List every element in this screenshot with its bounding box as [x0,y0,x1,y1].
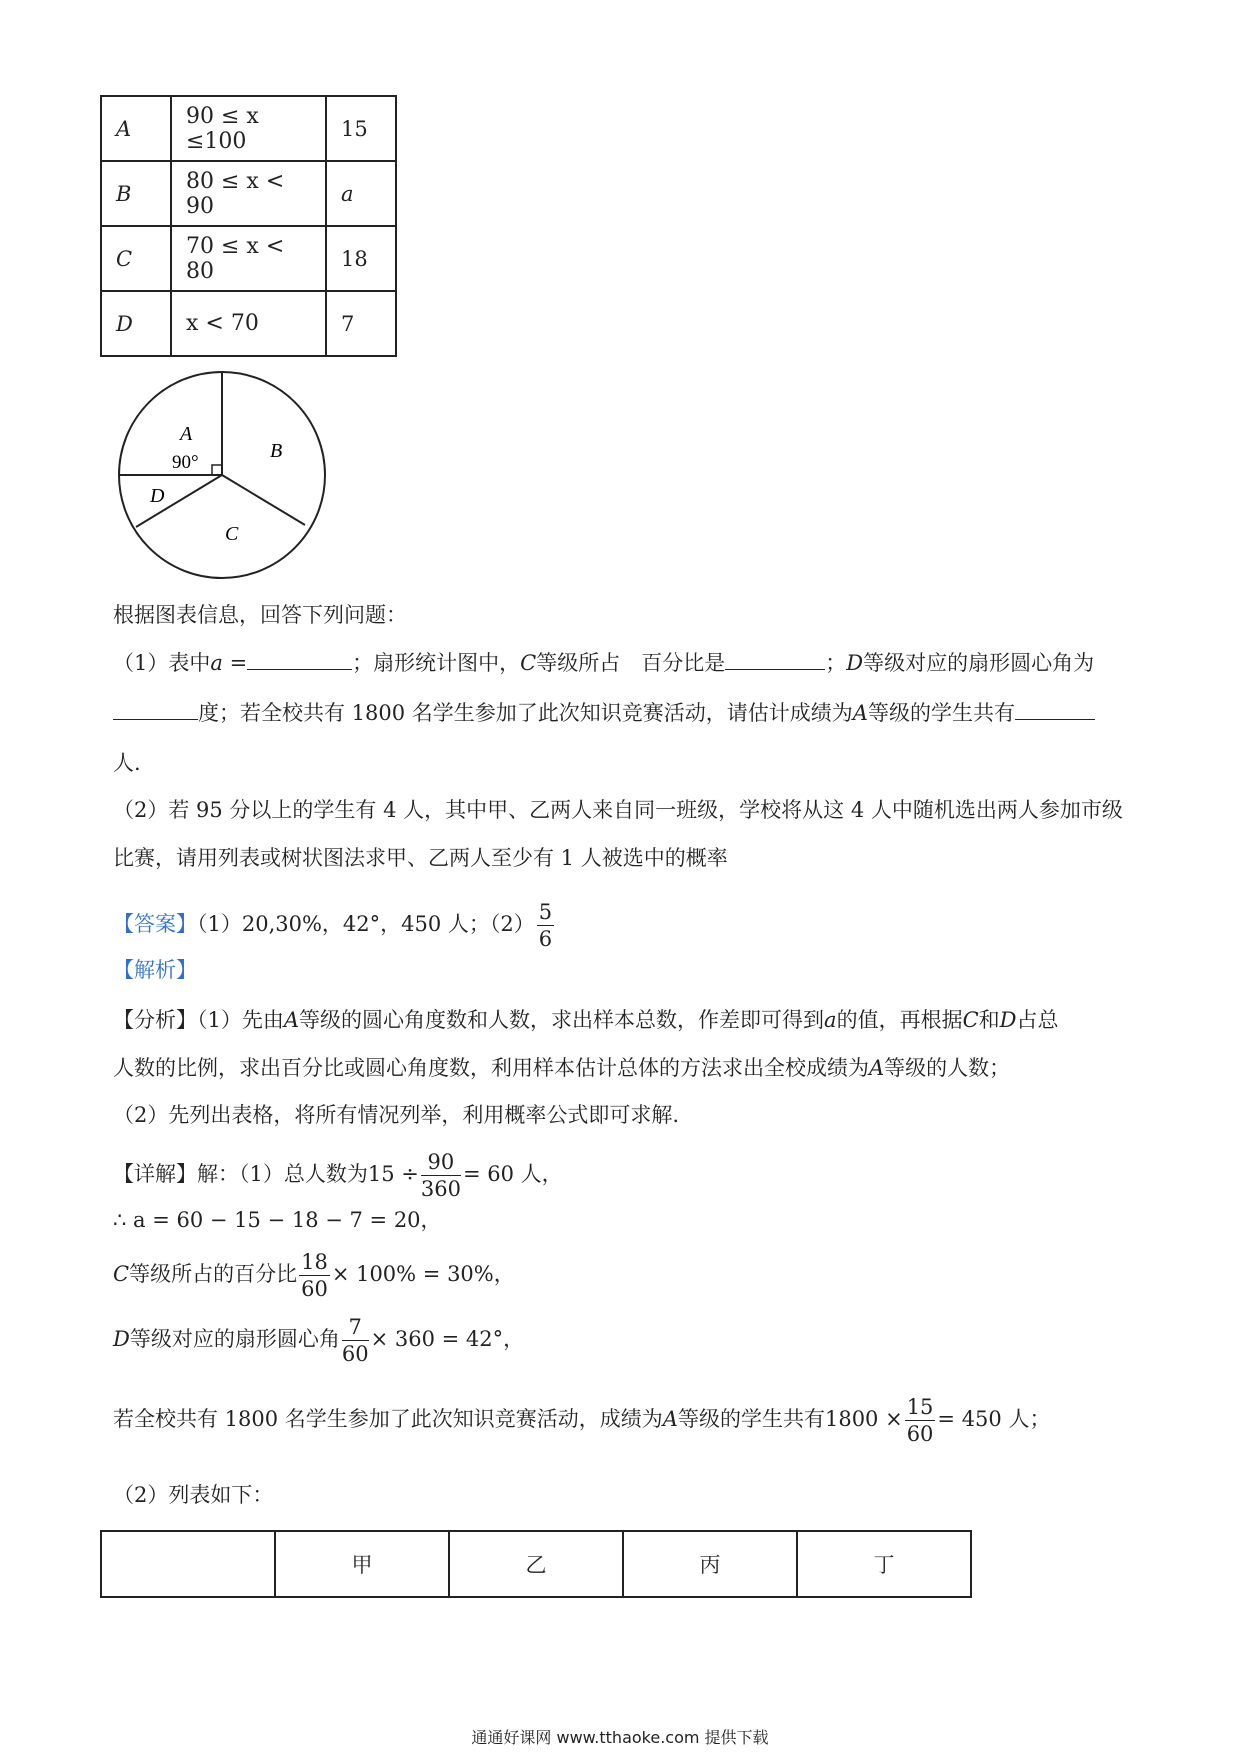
q1-text: 度；若全校共有 1800 名学生参加了此次知识竞赛活动，请估计成绩为 [198,701,853,725]
fraction [421,1149,461,1202]
pie-label-d: D [150,485,165,507]
fenxi-text: （1）先由 [197,1008,284,1032]
fenxi-var: a [824,1008,837,1032]
detail-grade: D [113,1327,130,1351]
pie-chart [110,370,335,585]
table-row [101,161,396,226]
fenxi-line-3: （2）先列出表格，将所有情况列举，利用概率公式即可求解. [113,1103,680,1127]
detail-grade: A [662,1407,678,1431]
fraction-numerator: 15 [906,1395,934,1419]
fenxi-text: 和 [978,1008,1000,1032]
detail-math: = 60 人， [462,1162,563,1186]
pie-divider-c-d [136,475,222,527]
header-cell: 甲 [275,1531,449,1597]
answer-blank[interactable] [113,699,198,720]
table-row [101,96,396,161]
detail-step-2: ∴ a = 60 − 15 − 18 − 7 = 20， [113,1208,442,1232]
detail-math: = 450 人； [937,1407,1051,1431]
detail-tag: 【详解】 [113,1162,197,1186]
fenxi-line-2 [113,1053,1010,1083]
detail-math: 1800 × [824,1407,903,1431]
detail-text: 解：（1）总人数为 [197,1162,368,1186]
footer: 通通好课网 www.tthaoke.com 提供下载 [471,1728,769,1747]
fenxi-grade: C [962,1008,979,1032]
fraction-numerator: 18 [301,1250,328,1274]
fraction [299,1249,330,1302]
detail-text: 等级的学生共有 [677,1407,825,1431]
detail-text: 若全校共有 1800 名学生参加了此次知识竞赛活动，成绩为 [113,1407,663,1431]
table-row [101,291,396,356]
pie-label-a: A [180,423,193,445]
fenxi-text: 等级的人数； [884,1056,1011,1080]
fenxi-text: 的值，再根据 [836,1008,963,1032]
detail-step-3 [113,1245,515,1303]
question-2-line-1: （2）若 95 分以上的学生有 4 人，其中甲、乙两人来自同一班级，学校将从这 4 人中随机选出两人参加市级 [113,798,1123,822]
q1-text: （1）表中 [113,651,211,675]
table-row [101,226,396,291]
range-cell: 80 ≤ x < 90 [171,161,326,226]
header-cell: 乙 [449,1531,623,1597]
probability-table [100,1530,972,1598]
right-angle-mark [212,465,222,475]
header-cell: 丁 [797,1531,971,1597]
pie-label-c: C [225,523,239,545]
count-cell: a [326,161,396,226]
fraction-denominator: 60 [906,1422,934,1446]
pie-angle-label: 90° [172,452,199,473]
count-cell: 18 [326,226,396,291]
q1-grade: A [852,701,868,725]
answer-tag: 【答案】 [113,912,197,936]
count-cell: 15 [326,96,396,161]
answer-line [113,895,556,953]
fenxi-line-1 [113,1005,1059,1035]
detail-math: × 360 = 42°， [370,1327,525,1351]
answer-blank[interactable] [1015,699,1095,720]
grade-cell: A [101,96,171,161]
fenxi-tag: 【分析】 [113,1008,197,1032]
answer-blank[interactable] [725,649,825,670]
grade-cell: B [101,161,171,226]
fraction-denominator: 360 [420,1177,461,1201]
fenxi-text: 等级的圆心角度数和人数，求出样本总数，作差即可得到 [299,1008,825,1032]
list-intro: （2）列表如下： [113,1483,274,1507]
header-cell: 丙 [623,1531,797,1597]
q1-text: ； [825,651,847,675]
fraction [342,1314,369,1367]
fraction-denominator: 60 [301,1277,328,1301]
detail-step-4 [113,1310,524,1368]
grade-cell: D [101,291,171,356]
fenxi-text: 占总 [1016,1008,1059,1032]
range-cell: 70 ≤ x < 80 [171,226,326,291]
question-1-line-3: 人. [113,751,141,775]
header-cell [101,1531,275,1597]
grade-table [100,95,397,357]
fenxi-grade: A [283,1008,300,1032]
detail-text: 等级对应的扇形圆心角 [129,1327,340,1351]
detail-step-1 [113,1145,563,1203]
question-2-line-2: 比赛，请用列表或树状图法求甲、乙两人至少有 1 人被选中的概率 [113,846,728,870]
q1-grade: C [520,651,537,675]
count-cell: 7 [326,291,396,356]
analysis-tag: 【解析】 [113,958,197,982]
grade-cell: C [101,226,171,291]
fraction [905,1394,936,1447]
fraction-denominator: 60 [341,1342,369,1366]
table-header-row [101,1531,971,1597]
answer-fraction [537,899,554,952]
q1-grade: D [846,651,864,675]
question-1-line-1 [113,648,1094,678]
detail-math: 15 ÷ [367,1162,419,1186]
detail-math: × 100% = 30%， [331,1262,515,1286]
fraction-denominator: 6 [538,927,553,951]
detail-grade: C [113,1262,130,1286]
pie-divider-b-c [222,475,305,525]
fraction-numerator: 7 [342,1314,369,1341]
question-intro: 根据图表信息，回答下列问题： [113,603,407,627]
question-1-line-2 [113,698,1095,728]
fenxi-grade: D [999,1008,1017,1032]
fenxi-grade: A [869,1056,885,1080]
detail-step-5 [113,1390,1050,1448]
answer-text: （1）20,30%，42°，450 人；（2） [197,912,535,936]
q1-a-eq: a = [210,651,248,675]
answer-blank[interactable] [247,649,352,670]
range-cell: 90 ≤ x ≤100 [171,96,326,161]
range-cell: x < 70 [171,291,326,356]
q1-text: 等级所占 百分比是 [536,651,726,675]
pie-label-b: B [270,440,283,462]
fraction-numerator: 5 [538,900,553,924]
q1-text: 等级对应的扇形圆心角为 [863,651,1095,675]
q1-text: 等级的学生共有 [867,701,1015,725]
fenxi-text: 人数的比例，求出百分比或圆心角度数，利用样本估计总体的方法求出全校成绩为 [113,1056,869,1080]
q1-text: ；扇形统计图中， [352,651,521,675]
detail-text: 等级所占的百分比 [129,1262,298,1286]
fraction-numerator: 90 [421,1149,461,1176]
